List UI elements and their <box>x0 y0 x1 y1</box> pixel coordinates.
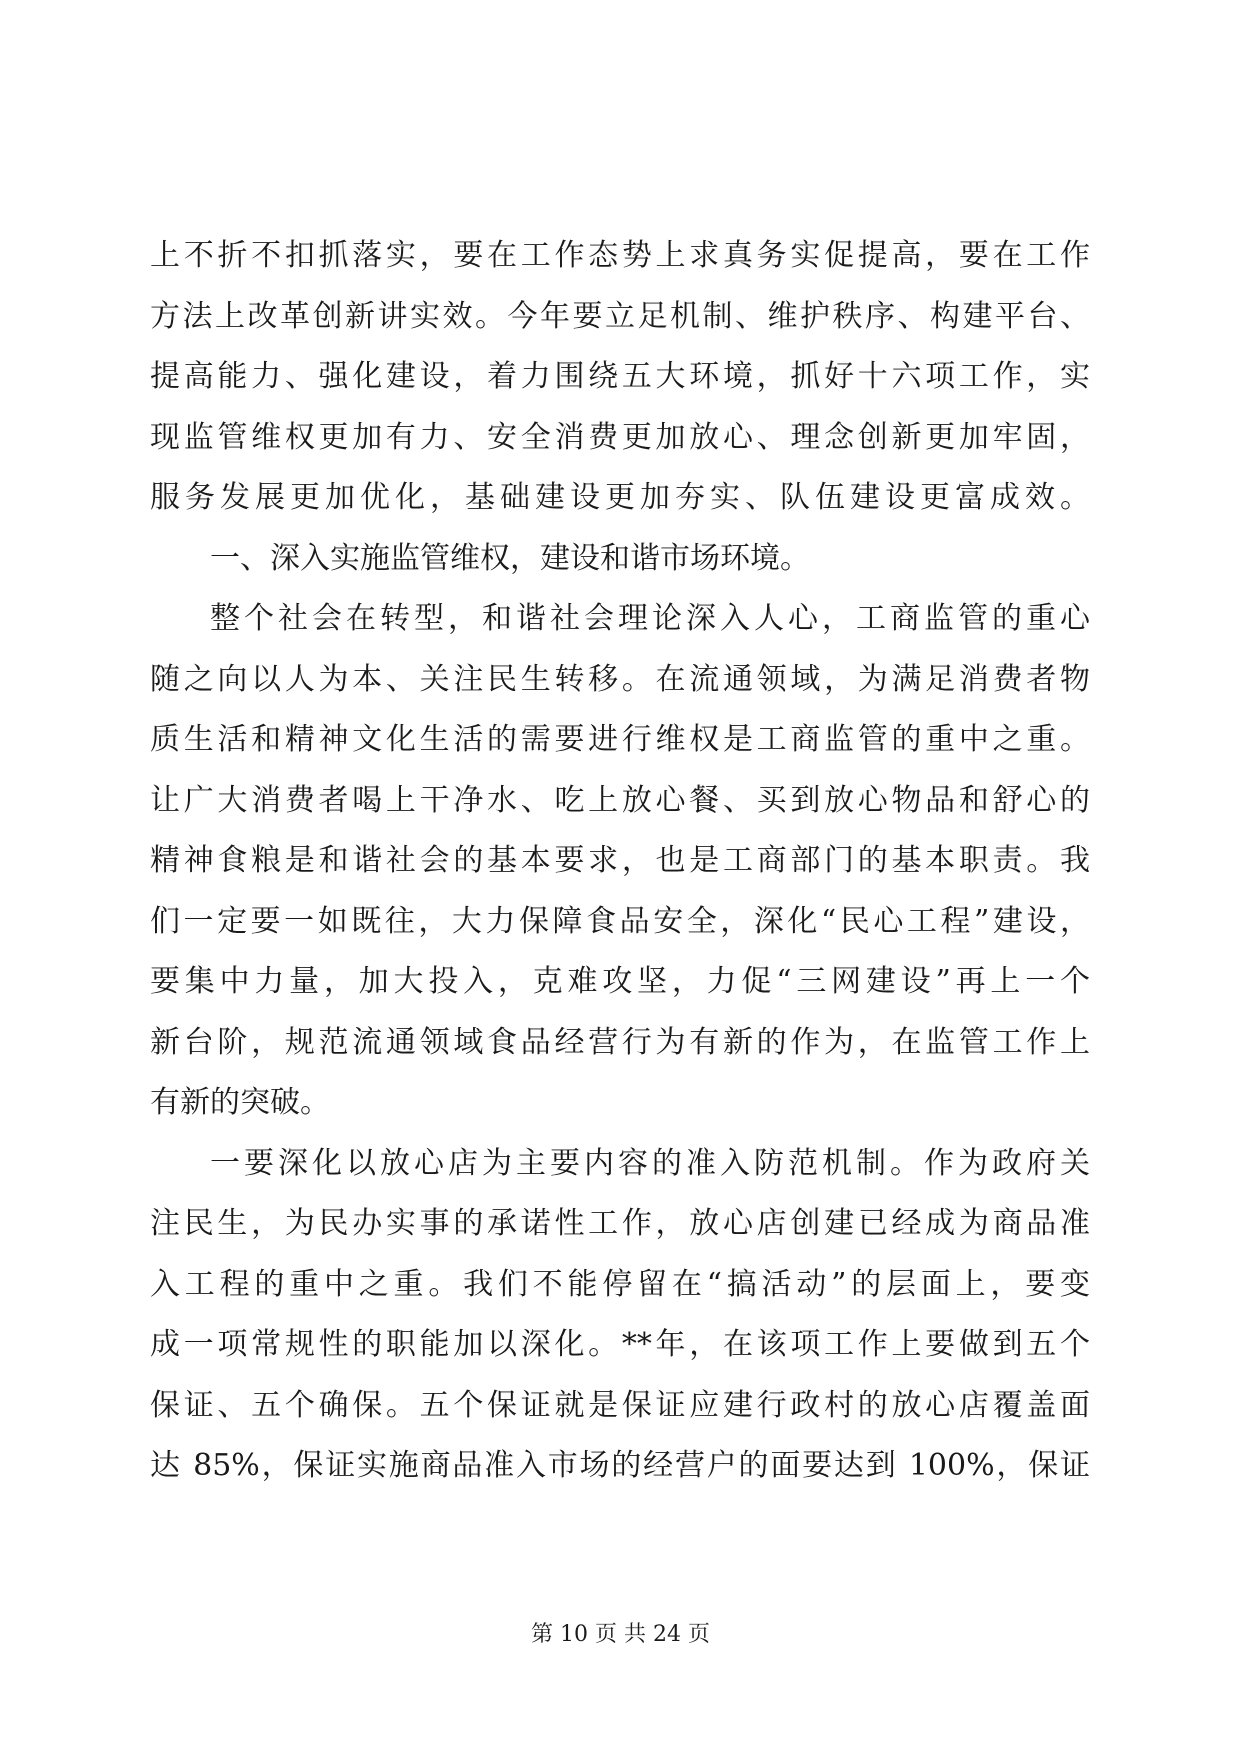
text-line: 们一定要一如既往，大力保障食品安全，深化“民心工程”建设， <box>150 903 1090 939</box>
text-line: 注民生，为民办实事的承诺性工作，放心店创建已经成为商品准 <box>150 1206 1090 1241</box>
text-line: 现监管维权更加有力、安全消费更加放心、理念创新更加牢固， <box>150 419 1090 455</box>
text-line: 服务发展更加优化，基础建设更加夯实、队伍建设更富成效。 <box>150 480 1090 515</box>
text-line: 一要深化以放心店为主要内容的准入防范机制。作为政府关 <box>210 1145 1090 1181</box>
body-text <box>150 226 1090 1497</box>
text-line: 整个社会在转型，和谐社会理论深入人心，工商监管的重心 <box>210 601 1090 636</box>
text-line: 上不折不扣抓落实，要在工作态势上求真务实促提高，要在工作 <box>150 238 1090 273</box>
text-line: 入工程的重中之重。我们不能停留在“搞活动”的层面上，要变 <box>150 1266 1090 1302</box>
page-number-footer: 第 10 页 共 24 页 <box>531 1622 710 1647</box>
text-line: 要集中力量，加大投入，克难攻坚，力促“三网建设”再上一个 <box>150 964 1090 999</box>
text-line: 新台阶，规范流通领域食品经营行为有新的作为，在监管工作上 <box>150 1024 1090 1060</box>
text-line: 质生活和精神文化生活的需要进行维权是工商监管的重中之重。 <box>150 722 1090 757</box>
text-line: 提高能力、强化建设，着力围绕五大环境，抓好十六项工作，实 <box>150 359 1090 394</box>
text-line: 让广大消费者喝上干净水、吃上放心餐、买到放心物品和舒心的 <box>150 782 1090 818</box>
text-line: 保证、五个确保。五个保证就是保证应建行政村的放心店覆盖面 <box>150 1387 1090 1423</box>
text-line: 方法上改革创新讲实效。今年要立足机制、维护秩序、构建平台、 <box>150 298 1090 334</box>
text-line: 成一项常规性的职能加以深化。**年，在该项工作上要做到五个 <box>150 1327 1090 1362</box>
text-line: 有新的突破。 <box>150 1085 330 1120</box>
section-heading: 一、深入实施监管维权，建设和谐市场环境。 <box>210 540 810 576</box>
text-line: 精神食粮是和谐社会的基本要求，也是工商部门的基本职责。我 <box>150 843 1090 878</box>
text-line: 达 85%，保证实施商品准入市场的经营户的面要达到 100%，保证 <box>150 1448 1090 1483</box>
text-line: 随之向以人为本、关注民生转移。在流通领域，为满足消费者物 <box>150 661 1090 697</box>
